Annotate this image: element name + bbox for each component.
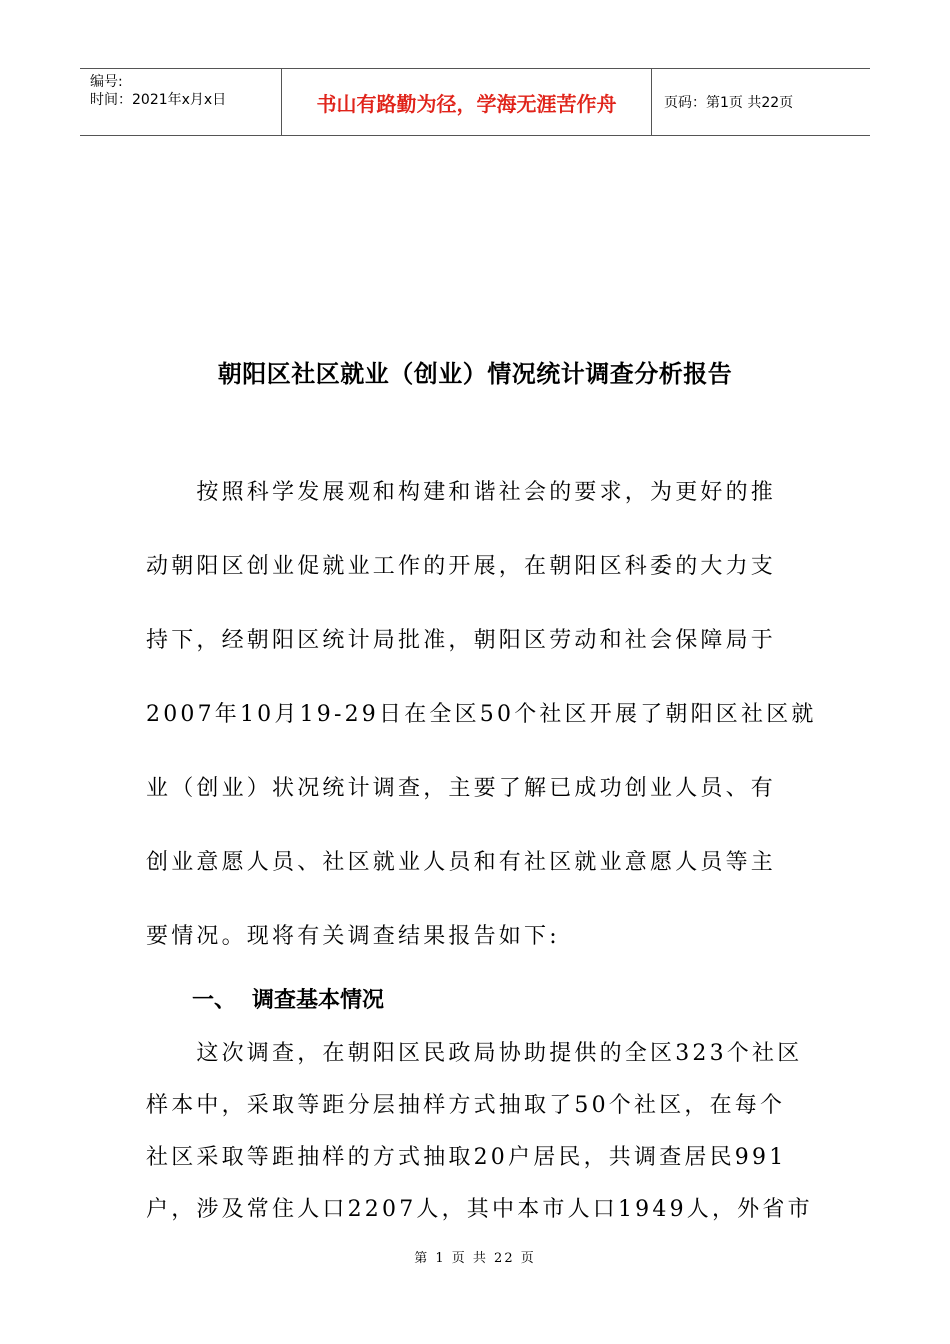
section1-line: 社区采取等距抽样的方式抽取20户居民，共调查居民991 xyxy=(146,1145,787,1170)
intro-line: 2007年10月19-29日在全区50个社区开展了朝阳区社区就 xyxy=(146,702,817,727)
intro-line: 按照科学发展观和构建和谐社会的要求，为更好的推 xyxy=(146,480,777,505)
intro-line: 持下，经朝阳区统计局批准，朝阳区劳动和社会保障局于 xyxy=(146,628,777,653)
header-table xyxy=(80,68,870,136)
section1-line: 样本中，采取等距分层抽样方式抽取了50个社区，在每个 xyxy=(146,1093,786,1118)
header-page-cell xyxy=(652,69,870,135)
section1-line: 户，涉及常住人口2207人，其中本市人口1949人，外省市 xyxy=(146,1197,813,1222)
intro-line: 业（创业）状况统计调查，主要了解已成功创业人员、有 xyxy=(146,776,777,801)
page-footer: 第 1 页 共 22 页 xyxy=(414,1251,536,1266)
section-heading xyxy=(192,983,384,1014)
intro-line: 创业意愿人员、社区就业人员和有社区就业意愿人员等主 xyxy=(146,850,777,875)
intro-paragraph xyxy=(146,456,817,974)
document-title: 朝阳区社区就业（创业）情况统计调查分析报告 xyxy=(217,360,733,388)
time-label: 时间：2021年x月x日 xyxy=(90,92,227,108)
motto-text: 书山有路勤为径，学海无涯苦作舟 xyxy=(316,91,617,116)
section-number: 一、 xyxy=(192,988,237,1013)
section1-line: 这次调查，在朝阳区民政局协助提供的全区323个社区 xyxy=(146,1041,803,1066)
section-title: 调查基本情况 xyxy=(252,988,385,1013)
header-meta-cell xyxy=(80,69,282,135)
number-label: 编号: xyxy=(90,74,123,90)
header-motto-cell xyxy=(282,69,652,135)
section1-paragraph xyxy=(146,1028,813,1236)
intro-line: 动朝阳区创业促就业工作的开展，在朝阳区科委的大力支 xyxy=(146,554,777,579)
page-info: 页码：第1页 共22页 xyxy=(664,95,794,111)
intro-line: 要情况。现将有关调查结果报告如下: xyxy=(146,924,560,949)
